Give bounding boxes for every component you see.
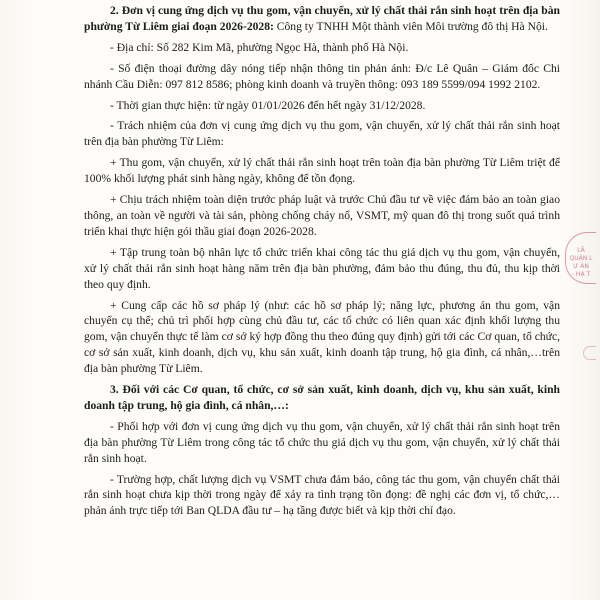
- seal-text-line: QUẬN L: [569, 255, 593, 262]
- seal-text-line: LÃ: [577, 247, 585, 254]
- seal-text-line: - HẠ T: [571, 271, 591, 278]
- responsibility-intro: - Trách nhiệm của đơn vị cung ứng dịch vụ thu gom, vận chuyển, xử lý chất thải rắn sinh hoạt trên địa bàn phường Từ Liêm:: [84, 119, 560, 149]
- responsibility-item-1: + Thu gom, vận chuyển, xử lý chất thải rắn sinh hoạt trên toàn địa bàn phường Từ Liêm triệt để 100% khối lượng phát sinh hàng ngày, không để tồn đọng.: [84, 156, 560, 186]
- document-body: [84, 3, 560, 524]
- section-2-company: Công ty TNHH Một thành viên Môi trường đô thị Hà Nội.: [273, 19, 548, 33]
- duration-line: - Thời gian thực hiện: từ ngày 01/01/2026 đến hết ngày 31/12/2028.: [110, 98, 426, 112]
- responsibility-item-4: + Cung cấp các hồ sơ pháp lý (như: các hồ sơ pháp lý; năng lực, phương án thu gom, vận chuyển cụ thể; chủ trì phối hợp cùng chủ đầu tư, các tổ chức có liên quan xác định khối lượng thu gom, vận chuyển thực tế làm cơ sở ký hợp đồng thu theo đúng quy định) gửi tới các Cơ quan, tổ chức, cơ sở sản xuất, kinh doanh, dịch vụ, khu sản xuất, kinh doanh tập trung, hộ gia đình, cá nhân,…trên địa bàn phường Từ Liêm.: [84, 298, 560, 376]
- responsibility-item-3: + Tập trung toàn bộ nhân lực tổ chức triển khai công tác thu giá dịch vụ thu gom, vận chuyển, xử lý chất thải rắn sinh hoạt hàng năm trên địa bàn phường, đảm bảo thu đúng, thu đủ, thu kịp thời theo quy định.: [84, 245, 560, 291]
- section-3-item-1: - Phối hợp với đơn vị cung ứng dịch vụ thu gom, vận chuyển, xử lý chất thải rắn sinh hoạt trên địa bàn phường Từ Liêm trong công tác tổ chức thu giá dịch vụ thu gom, vận chuyển, xử lý chất thải rắn sinh hoạt.: [84, 419, 560, 465]
- address-line: - Địa chỉ: Số 282 Kim Mã, phường Ngọc Hà, thành phố Hà Nội.: [110, 40, 409, 54]
- seal-text-line: Ự ÁN: [573, 263, 589, 270]
- section-2-heading: 2. Đơn vị cung ứng dịch vụ thu gom, vận chuyển, xử lý chất thải rắn sinh hoạt trên địa bàn phường Từ Liêm giai đoạn 2026-2028: Công ty TNHH Một thành viên Môi trường đô thị Hà Nội.: [84, 4, 560, 33]
- section-3-item-2: - Trường hợp, chất lượng dịch vụ VSMT chưa đảm bảo, công tác thu gom, vận chuyển chất thải rắn sinh hoạt chưa kịp thời trong ngày để xảy ra tình trạng tồn đọng: đề nghị các đơn vị, tổ chức,…phản ánh trực tiếp tới Ban QLDA đầu tư – hạ tầng được biết và kịp thời chỉ đạo.: [84, 472, 560, 518]
- section-3-heading: 3. Đối với các Cơ quan, tổ chức, cơ sở sản xuất, kinh doanh, dịch vụ, khu sản xuất, kinh doanh tập trung, hộ gia đình, cá nhân,…:: [84, 383, 560, 412]
- seal-text: [566, 247, 596, 279]
- hotline-paragraph: - Số điện thoại đường dây nóng tiếp nhận thông tin phản ánh: Đ/c Lê Quân – Giám đốc Chi nhánh Cầu Diễn: 097 812 8586; phòng kinh doanh và truyền thông: 093 189 5599/094 1992 2102.: [84, 61, 560, 91]
- responsibility-item-2: + Chịu trách nhiệm toàn diện trước pháp luật và trước Chủ đầu tư về việc đảm bảo an toàn giao thông, an toàn về người và tài sản, phòng chống cháy nổ, VSMT, mỹ quan đô thị trong suốt quá trình triển khai thực hiện gói thầu giai đoạn 2026-2028.: [84, 193, 560, 238]
- seal-partial-mark: [583, 346, 596, 360]
